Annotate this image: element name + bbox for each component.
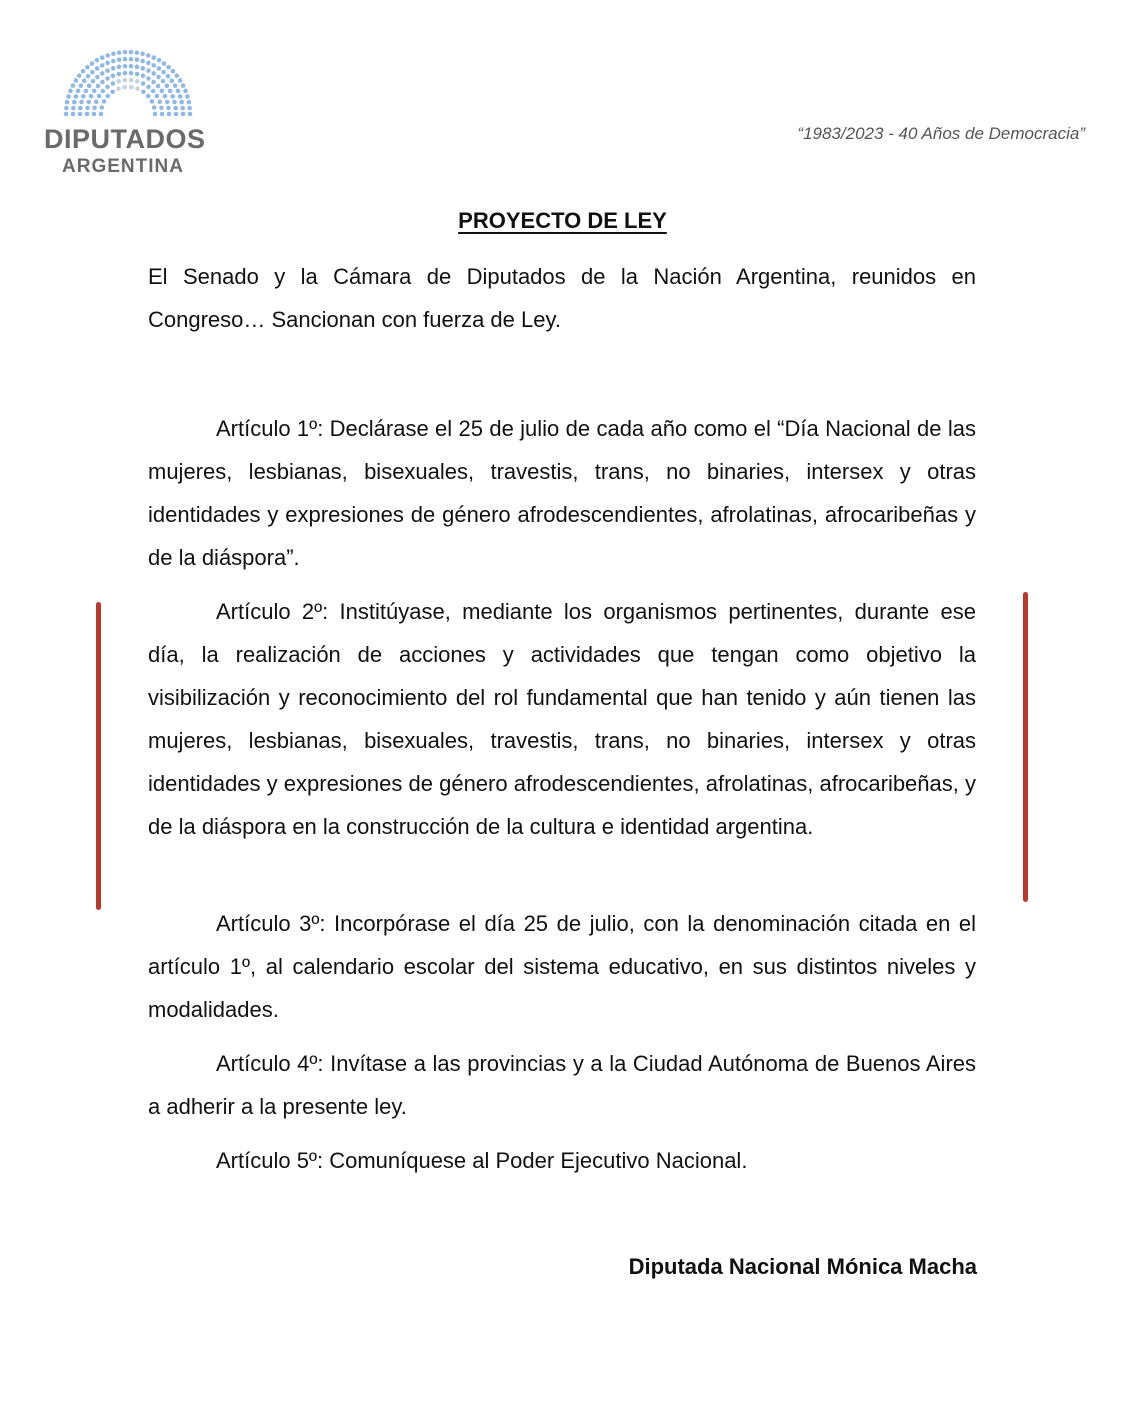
commemorative-motto: “1983/2023 - 40 Años de Democracia” bbox=[797, 124, 1085, 143]
signature: Diputada Nacional Mónica Macha bbox=[628, 1254, 977, 1279]
highlight-bar-right bbox=[1023, 592, 1028, 902]
highlight-bar-left bbox=[96, 602, 101, 910]
article-1: Artículo 1º: Declárase el 25 de julio de cada año como el “Día Nacional de las mujeres, lesbianas, bisexuales, travestis, trans, no binaries, intersex y otras identidades y expresiones de género afrodescendientes, afrolatinas, afrocaribeñas y de la diáspora”. bbox=[148, 416, 976, 570]
logo-subtitle: ARGENTINA bbox=[62, 156, 184, 177]
diputados-logo bbox=[40, 48, 215, 183]
article-2: Artículo 2º: Institúyase, mediante los organismos pertinentes, durante ese día, la realización de acciones y actividades que tengan como objetivo la visibilización y reconocimiento del rol fundamental que han tenido y aún tienen las mujeres, lesbianas, bisexuales, travestis, trans, no binaries, intersex y otras identidades y expresiones de género afrodescendientes, afrolatinas, afrocaribeñas, y de la diáspora en la construcción de la cultura e identidad argentina. bbox=[148, 599, 976, 839]
article-5: Artículo 5º: Comuníquese al Poder Ejecutivo Nacional. bbox=[216, 1148, 748, 1173]
document-title: PROYECTO DE LEY bbox=[458, 208, 667, 233]
preamble: El Senado y la Cámara de Diputados de la Nación Argentina, reunidos en Congreso… Sancionan con fuerza de Ley. bbox=[148, 264, 976, 332]
article-4: Artículo 4º: Invítase a las provincias y a la Ciudad Autónoma de Buenos Aires a adherir a la presente ley. bbox=[148, 1051, 976, 1119]
article-3: Artículo 3º: Incorpórase el día 25 de julio, con la denominación citada en el artículo 1º, al calendario escolar del sistema educativo, en sus distintos niveles y modalidades. bbox=[148, 911, 976, 1022]
logo-title: DIPUTADOS bbox=[44, 124, 206, 154]
hemicycle-icon bbox=[62, 48, 194, 118]
